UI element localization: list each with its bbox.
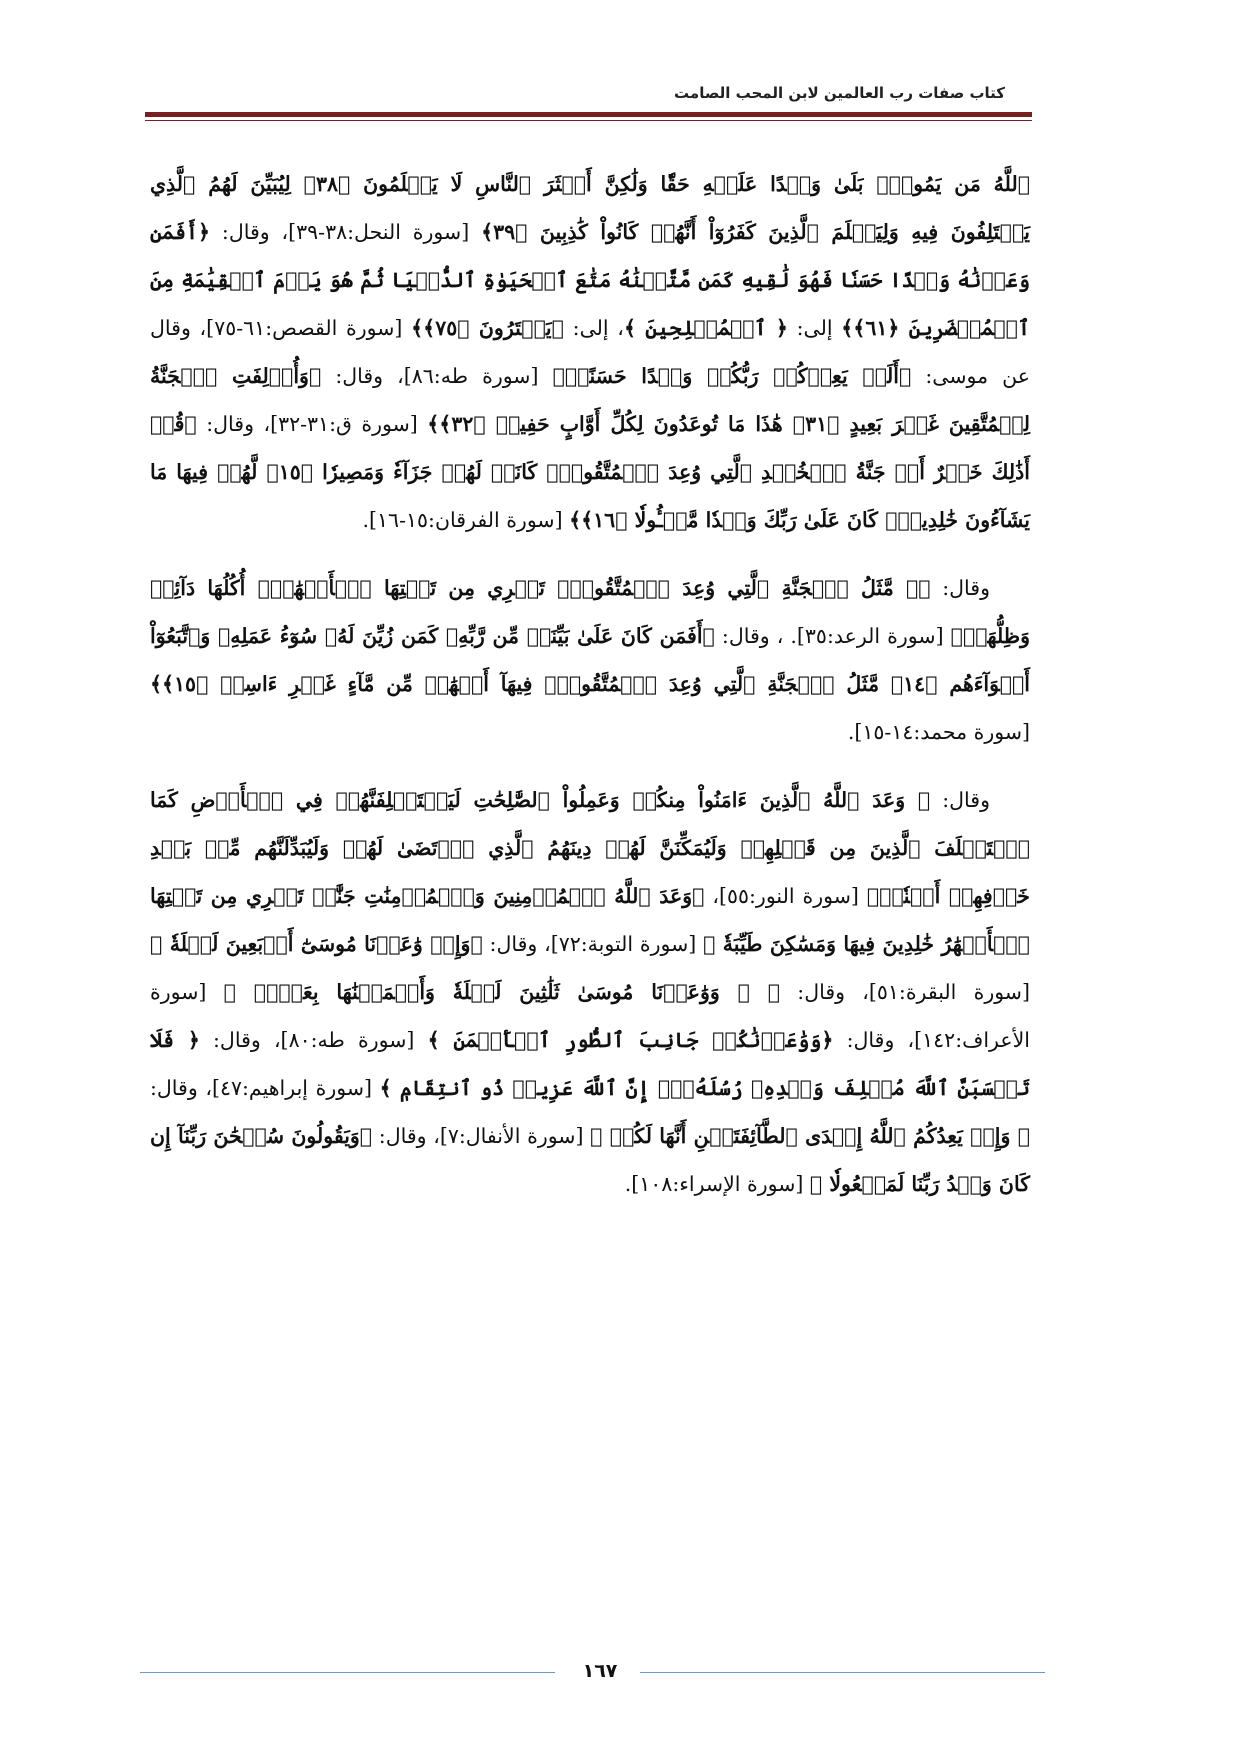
paragraph-2: [150, 564, 1030, 756]
quran-verse: ﴿وَإِذۡ وَٰعَدۡنَا مُوسَىٰٓ أَرۡبَعِينَ لَيۡلَةٗ ﴾: [150, 932, 483, 956]
quran-verse: ﴿وَوَٰعَدۡنَٰكُمۡ جَانِبَ ٱلطُّورِ ٱلۡأَيۡمَنَ ﴾: [427, 1028, 834, 1052]
quran-verse: ﴿ وَعَدَ ٱللَّهُ ٱلَّذِينَ ءَامَنُواْ مِنكُمۡ وَعَمِلُواْ ٱلصَّٰلِحَٰتِ لَيَسۡتَخۡلِفَنَّهُمۡ فِي ٱلۡأَرۡضِ كَمَا ٱسۡتَخۡلَفَ ٱلَّذِينَ مِن قَبۡلِهِمۡ وَلَيُمَكِّنَنَّ لَهُمۡ دِينَهُمُ ٱلَّذِي ٱرۡتَضَىٰ لَهُمۡ وَلَيُبَدِّلَنَّهُم مِّنۢ بَعۡدِ خَوۡفِهِمۡ أَمۡنٗاۚ﴾: [150, 788, 1030, 908]
quran-verse: ﴿وَأُزۡلِفَتِ ٱلۡجَنَّةُ لِلۡمُتَّقِينَ غَيۡرَ بَعِيدٍ ﴿٣١﴾ هَٰذَا مَا تُوعَدُونَ لِكُلِّ أَوَّابٍ حَفِيظٖ ﴿٣٢﴾﴾: [150, 364, 1030, 436]
footer-rule-left: [140, 1672, 555, 1673]
quran-verse: ﴿قُلۡ أَذَٰلِكَ خَيۡرٌ أَمۡ جَنَّةُ ٱلۡخُلۡدِ ٱلَّتِي وُعِدَ ٱلۡمُتَّقُونَۚ كَانَتۡ لَهُمۡ جَزَآءٗ وَمَصِيرٗا ﴿١٥﴾ لَّهُمۡ فِيهَا مَا يَشَآءُونَ خَٰلِدِينَۚ كَانَ عَلَىٰ رَبِّكَ وَعۡدٗا مَّسۡـُٔولٗا ﴿١٦﴾﴾: [150, 412, 1030, 532]
paragraph-3: [150, 776, 1030, 1208]
text-segment: [سورة الإسراء:١٠٨].: [624, 1172, 810, 1196]
quran-verse: ﴿۞ مَّثَلُ ٱلۡجَنَّةِ ٱلَّتِي وُعِدَ ٱلۡمُتَّقُونَۖ تَجۡرِي مِن تَحۡتِهَا ٱلۡأَنۡهَٰرُۖ أُكُلُهَا دَآئِمٞ وَظِلُّهَاۚ﴾: [150, 576, 1030, 648]
quran-verse: ﴿أَلَمۡ يَعِدۡكُمۡ رَبُّكُمۡ وَعۡدًا حَسَنًاۚ﴾: [552, 364, 912, 388]
quran-verse: ﴿أَفَمَن كَانَ عَلَىٰ بَيِّنَةٖ مِّن رَّبِّهِۦ كَمَن زُيِّنَ لَهُۥ سُوٓءُ عَمَلِهِۦ وَٱتَّبَعُوٓاْ أَهۡوَآءَهُم ﴿١٤﴾ مَّثَلُ ٱلۡجَنَّةِ ٱلَّتِي وُعِدَ ٱلۡمُتَّقُونَۖ فِيهَآ أَنۡهَٰرٞ مِّن مَّآءٍ غَيۡرِ ءَاسِنٖ ﴿١٥﴾﴾: [150, 624, 1030, 696]
quran-verse: ٱللَّهُ مَن يَمُوتُۚ بَلَىٰ وَعۡدًا عَلَيۡهِ حَقّٗا وَلَٰكِنَّ أَكۡثَرَ ٱلنَّاسِ لَا يَعۡلَمُونَ ﴿٣٨﴾ لِيُبَيِّنَ لَهُمُ ٱلَّذِي يَخۡتَلِفُونَ فِيهِ وَلِيَعۡلَمَ ٱلَّذِينَ كَفَرُوٓاْ أَنَّهُمۡ كَانُواْ كَٰذِبِينَ ﴿٣٩﴾: [150, 172, 1030, 244]
header-rule-thin: [145, 120, 1032, 121]
quran-verse: ﴿ وَإِذۡ يَعِدُكُمُ ٱللَّهُ إِحۡدَى ٱلطَّآئِفَتَيۡنِ أَنَّهَا لَكُمۡ ﴾: [590, 1124, 1030, 1148]
text-segment: [سورة البقرة:٥١]، وقال:: [780, 980, 1030, 1004]
text-segment: [سورة النحل:٣٨-٣٩]، وقال:: [210, 220, 482, 244]
page-body: [150, 160, 1030, 1228]
text-segment: وقال:: [930, 576, 990, 600]
footer-rule-right: [640, 1672, 1045, 1673]
text-segment: [سورة طه:٨٦]، وقال:: [321, 364, 553, 388]
text-segment: [سورة إبراهيم:٤٧]، وقال:: [150, 1076, 380, 1100]
header-rule: [145, 112, 1032, 117]
quran-verse: ﴿ ٱلۡمُفۡلِحِينَ ﴾: [623, 316, 788, 340]
text-segment: [سورة محمد:١٤-١٥].: [847, 720, 1030, 744]
paragraph-1: [150, 160, 1030, 544]
quran-verse: ﴿وَعَدَ ٱللَّهُ ٱلۡمُؤۡمِنِينَ وَٱلۡمُؤۡمِنَٰتِ جَنَّٰتٖ تَجۡرِي مِن تَحۡتِهَا ٱلۡأَنۡهَٰرُ خَٰلِدِينَ فِيهَا وَمَسَٰكِنَ طَيِّبَةٗ ﴾: [150, 884, 1030, 956]
quran-verse: ﴿أَفَمَن وَعَدۡنَٰهُ وَعۡدًا حَسَنٗا فَهُوَ لَٰقِيهِ كَمَن مَّتَّعۡنَٰهُ مَتَٰعَ ٱلۡحَيَوٰةِ ٱلدُّنۡيَا ثُمَّ هُوَ يَوۡمَ ٱلۡقِيَٰمَةِ مِنَ ٱلۡمُحۡضَرِينَ ﴿٦١﴾﴾: [150, 220, 1030, 340]
quran-verse: ﴿ ۞ وَوَٰعَدۡنَا مُوسَىٰ ثَلَٰثِينَ لَيۡلَةٗ وَأَتۡمَمۡنَٰهَا بِعَشۡرٖ ﴾: [223, 980, 781, 1004]
text-segment: [سورة التوبة:٧٢]، وقال:: [482, 932, 704, 956]
text-segment: [سورة الفرقان:١٥-١٦].: [362, 508, 570, 532]
text-segment: ، إلى:: [563, 316, 624, 340]
page-number: ١٦٧: [582, 1660, 618, 1682]
text-segment: [سورة طه:٨٠]، وقال:: [199, 1028, 428, 1052]
text-segment: [سورة الأنفال:٧]، وقال:: [372, 1124, 591, 1148]
text-segment: [سورة النور:٥٥]،: [704, 884, 867, 908]
text-segment: [سورة الرعد:٣٥]. ، وقال:: [714, 624, 951, 648]
text-segment: [سورة القصص:٦١-٧٥]، وقال عن موسى:: [150, 316, 1030, 388]
text-segment: [سورة ق:٣١-٣٢]، وقال:: [196, 412, 428, 436]
quran-verse: ﴿ فَلَا تَحۡسَبَنَّ ٱللَّهَ مُخۡلِفَ وَعۡدِهِۦ رُسُلَهُۥٓۚ إِنَّ ٱللَّهَ عَزِيزٞ ذُو ٱنتِقَامٖ ﴾: [150, 1028, 1030, 1100]
quran-verse: ﴿وَيَقُولُونَ سُبۡحَٰنَ رَبِّنَآ إِن كَانَ وَعۡدُ رَبِّنَا لَمَفۡعُولٗا ﴾: [150, 1124, 1030, 1196]
quran-verse: ﴿يَفۡتَرُونَ ﴿٧٥﴾﴾: [411, 316, 564, 340]
text-segment: وقال:: [930, 788, 991, 812]
book-title: كتاب صفات رب العالمين لابن المحب الصامت: [674, 84, 1005, 102]
text-segment: إلى:: [787, 316, 842, 340]
text-segment: [سورة الأعراف:١٤٢]، وقال:: [150, 980, 1030, 1052]
